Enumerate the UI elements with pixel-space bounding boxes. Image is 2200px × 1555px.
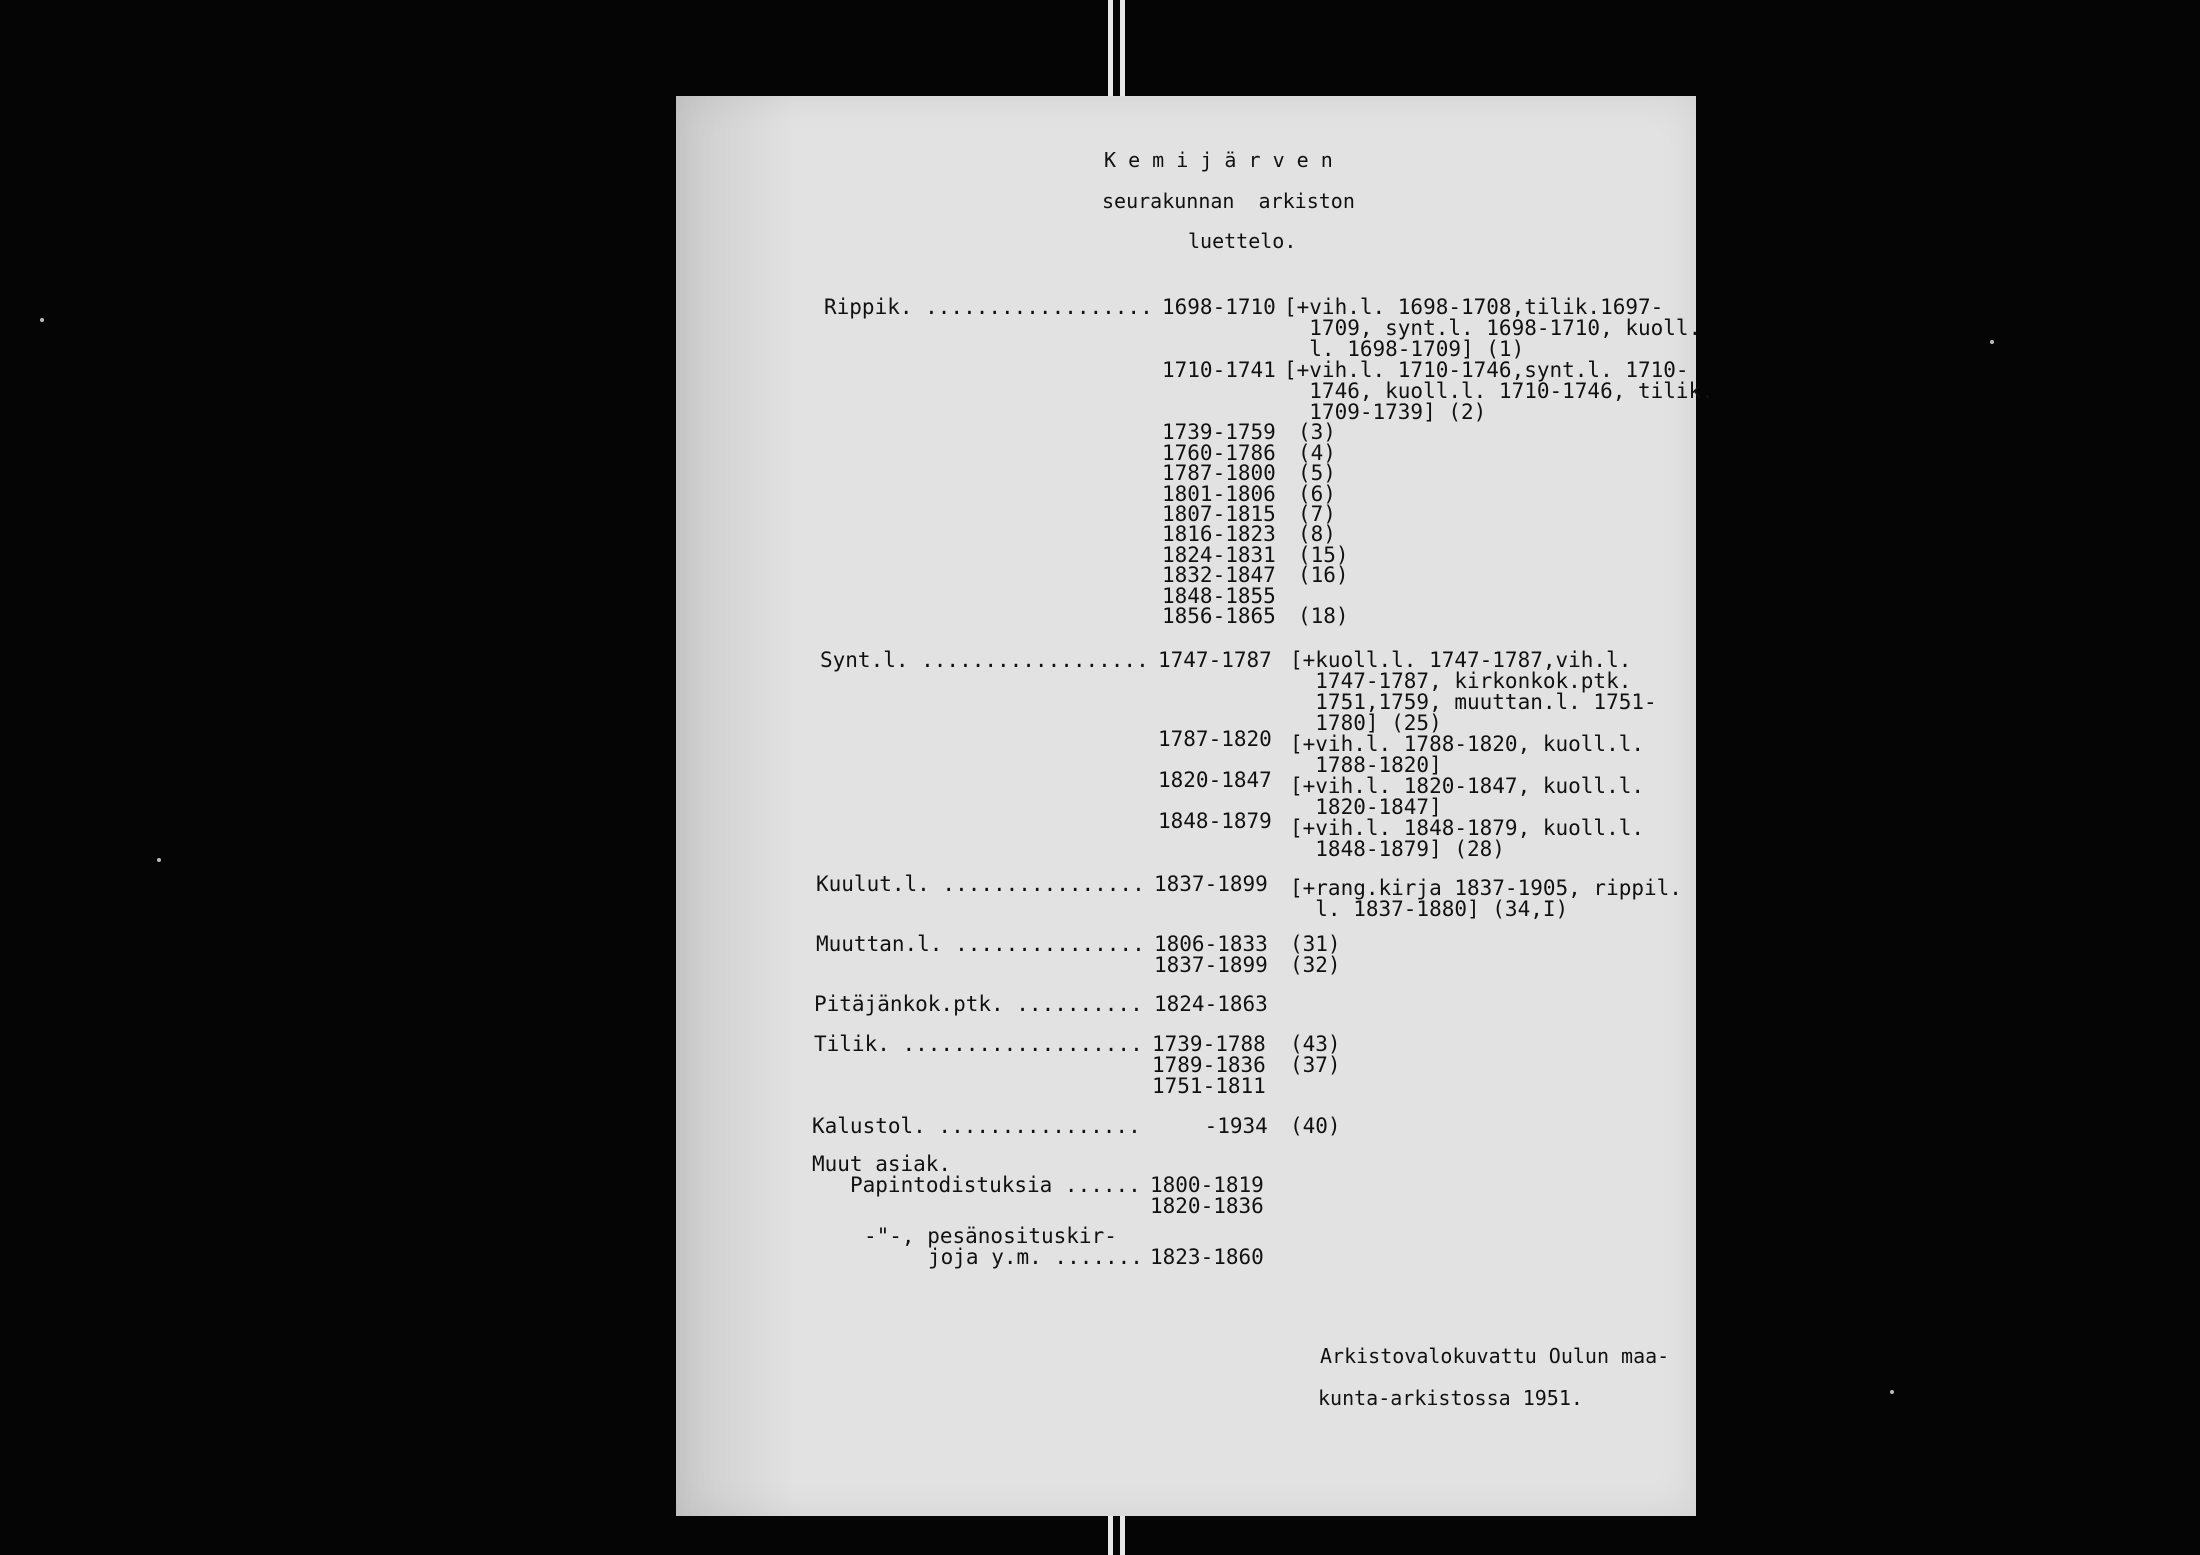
note-cell: l. 1698-1709] (1) [1284, 337, 1525, 361]
years-cell: -1934 [1154, 1114, 1268, 1138]
section-label-synt: Synt.l. .................. [820, 648, 1149, 672]
years-cell: 1823-1860 [1150, 1245, 1264, 1269]
years-cell: 1820-1836 [1150, 1194, 1264, 1218]
years-cell: 1816-1823 [1162, 522, 1276, 546]
years-cell: 1820-1847 [1158, 768, 1272, 792]
years-cell: 1789-1836 [1152, 1053, 1266, 1077]
note-cell: (7) [1298, 502, 1336, 526]
footer-line-2: kunta-arkistossa 1951. [1318, 1386, 1583, 1410]
note-cell: 1820-1847] [1290, 795, 1442, 819]
years-cell: 1747-1787 [1158, 648, 1272, 672]
title-line-2: seurakunnan arkiston [1102, 189, 1355, 213]
years-cell: 1848-1855 [1162, 584, 1276, 608]
note-cell: 1848-1879] (28) [1290, 837, 1505, 861]
film-edge-line [1108, 0, 1113, 96]
note-cell: [+kuoll.l. 1747-1787,vih.l. [1290, 648, 1632, 672]
section-label-muuttan: Muuttan.l. ............... [816, 932, 1145, 956]
section-label-tilik: Tilik. ................... [814, 1032, 1143, 1056]
title-line-3: luettelo. [1188, 229, 1297, 253]
years-cell: 1710-1741 [1162, 358, 1276, 382]
note-cell: 1709-1739] (2) [1284, 400, 1487, 424]
title-line-1: K e m i j ä r v e n [1104, 148, 1333, 172]
years-cell: 1800-1819 [1150, 1173, 1264, 1197]
note-cell: 1709, synt.l. 1698-1710, kuoll. [1284, 316, 1702, 340]
note-cell: 1747-1787, kirkonkok.ptk. [1290, 669, 1632, 693]
years-cell: 1807-1815 [1162, 502, 1276, 526]
note-cell: [+vih.l. 1698-1708,tilik.1697- [1284, 295, 1664, 319]
section-label-kuulut: Kuulut.l. ................ [816, 872, 1145, 896]
years-cell: 1751-1811 [1152, 1074, 1266, 1098]
years-cell: 1739-1788 [1152, 1032, 1266, 1056]
note-cell: (8) [1298, 522, 1336, 546]
years-cell: 1837-1899 [1154, 953, 1268, 977]
note-cell: [+vih.l. 1848-1879, kuoll.l. [1290, 816, 1645, 840]
years-cell: 1760-1786 [1162, 441, 1276, 465]
years-cell: 1824-1863 [1154, 992, 1268, 1016]
sub-label-pesanosituskir: -"-, pesänosituskir- [864, 1224, 1117, 1248]
years-cell: 1837-1899 [1154, 872, 1268, 896]
years-cell: 1739-1759 [1162, 420, 1276, 444]
section-label-muut-asiak: Muut asiak. [812, 1152, 952, 1176]
dust-speck [157, 858, 161, 862]
note-cell: (16) [1298, 563, 1349, 587]
page-shadow [676, 96, 796, 1516]
years-cell: 1787-1820 [1158, 727, 1272, 751]
note-cell: (6) [1298, 482, 1336, 506]
note-cell: (5) [1298, 461, 1336, 485]
section-label-kalustol: Kalustol. ................ [812, 1114, 1141, 1138]
film-edge-line [1120, 0, 1125, 96]
years-cell: 1856-1865 [1162, 604, 1276, 628]
note-cell: (37) [1290, 1053, 1341, 1077]
note-cell: l. 1837-1880] (34,I) [1290, 897, 1569, 921]
note-cell: (43) [1290, 1032, 1341, 1056]
years-cell: 1801-1806 [1162, 482, 1276, 506]
note-cell: (32) [1290, 953, 1341, 977]
years-cell: 1806-1833 [1154, 932, 1268, 956]
note-cell: (31) [1290, 932, 1341, 956]
sub-label-papintodistuksia: Papintodistuksia ...... [850, 1173, 1141, 1197]
years-cell: 1832-1847 [1162, 563, 1276, 587]
note-cell: 1751,1759, muuttan.l. 1751- [1290, 690, 1657, 714]
note-cell: [+vih.l. 1710-1746,synt.l. 1710- [1284, 358, 1689, 382]
dust-speck [40, 318, 44, 322]
dust-speck [1990, 340, 1994, 344]
section-label-rippik: Rippik. .................. [824, 295, 1153, 319]
film-edge-line [1120, 1510, 1125, 1555]
note-cell: 1788-1820] [1290, 753, 1442, 777]
note-cell: (18) [1298, 604, 1349, 628]
note-cell: (15) [1298, 543, 1349, 567]
note-cell: [+rang.kirja 1837-1905, rippil. [1290, 876, 1682, 900]
note-cell: (4) [1298, 441, 1336, 465]
section-label-pitajankok: Pitäjänkok.ptk. .......... [814, 992, 1143, 1016]
sub-label-joja: joja y.m. ....... [928, 1245, 1143, 1269]
note-cell: (40) [1290, 1114, 1341, 1138]
years-cell: 1848-1879 [1158, 809, 1272, 833]
note-cell: [+vih.l. 1788-1820, kuoll.l. [1290, 732, 1645, 756]
film-edge-line [1108, 1510, 1113, 1555]
note-cell: 1746, kuoll.l. 1710-1746, tilik. [1284, 379, 1714, 403]
years-cell: 1787-1800 [1162, 461, 1276, 485]
note-cell: 1780] (25) [1290, 711, 1442, 735]
dust-speck [1890, 1390, 1894, 1394]
years-cell: 1698-1710 [1162, 295, 1276, 319]
note-cell: (3) [1298, 420, 1336, 444]
years-cell: 1824-1831 [1162, 543, 1276, 567]
footer-line-1: Arkistovalokuvattu Oulun maa- [1320, 1344, 1670, 1368]
note-cell: [+vih.l. 1820-1847, kuoll.l. [1290, 774, 1645, 798]
